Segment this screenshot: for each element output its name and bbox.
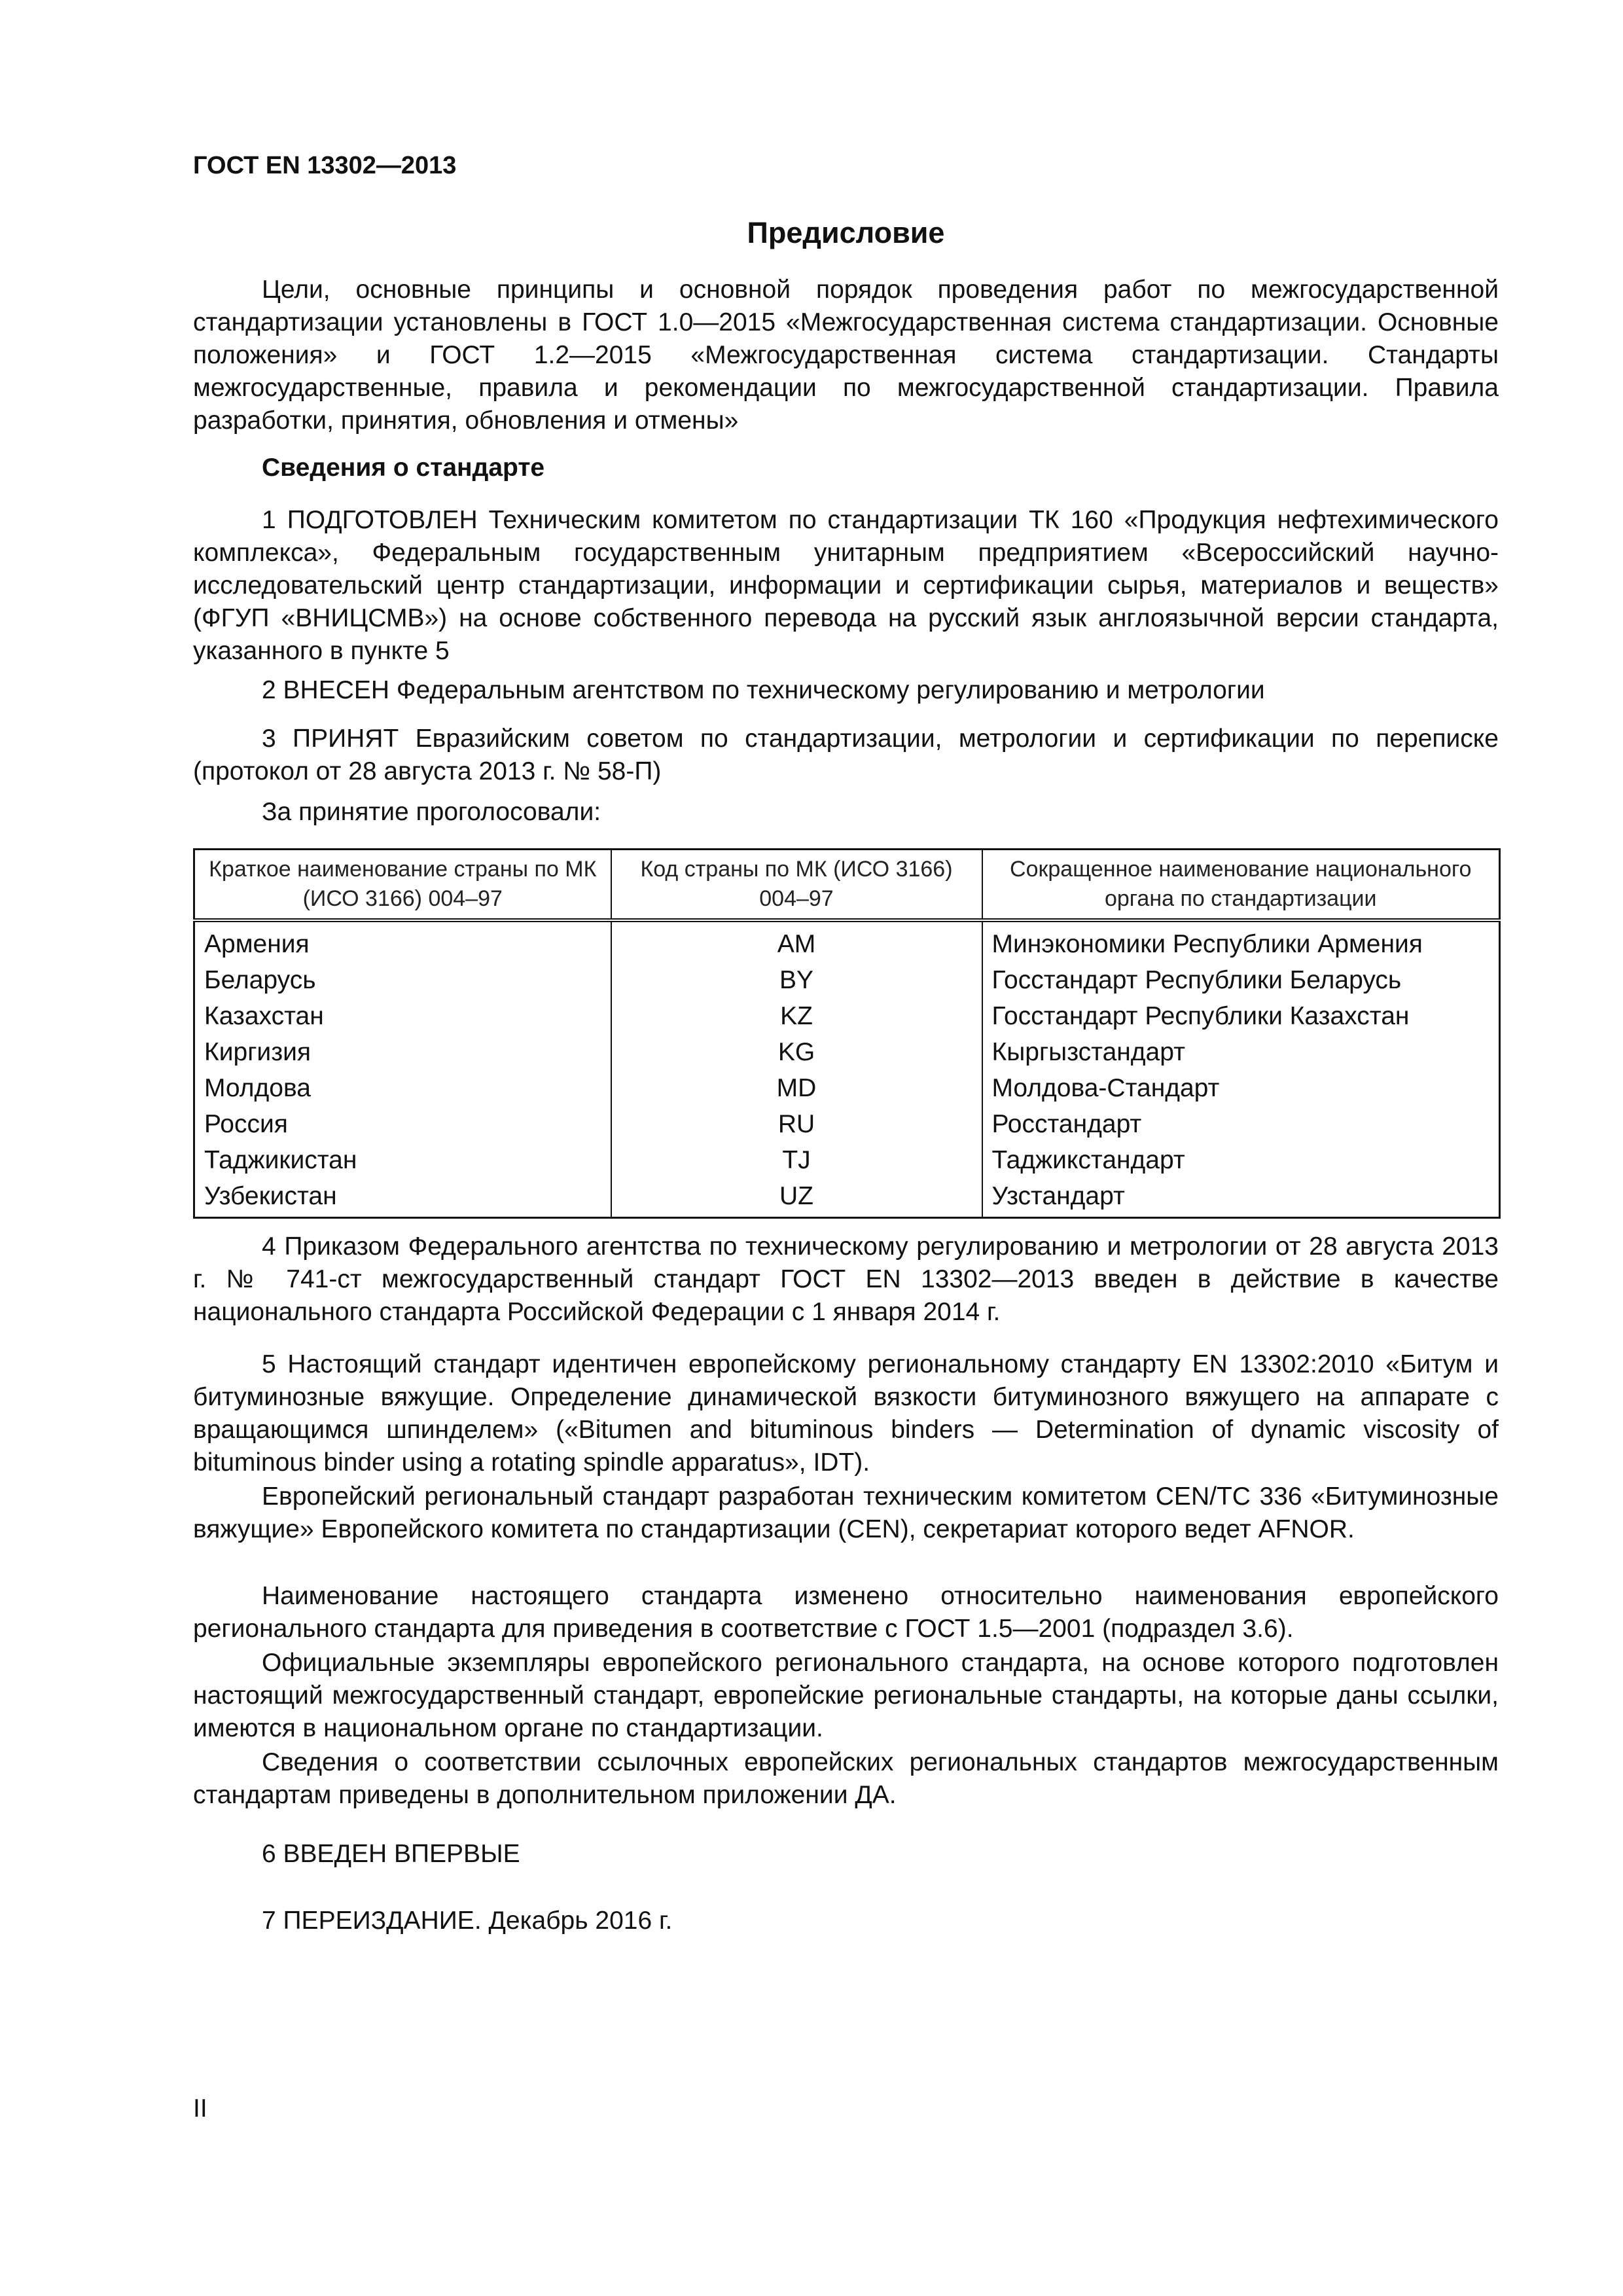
- country-code: BY: [611, 962, 982, 998]
- header-country-name: Краткое наименование страны по МК (ИСО 3166) 004–97: [194, 850, 611, 921]
- country-name: Молдова: [194, 1070, 611, 1106]
- standards-body: Минэкономики Республики Армения: [982, 920, 1500, 962]
- voted-caption: За принятие проголосовали:: [262, 798, 601, 826]
- item-2-paragraph: 2 ВНЕСЕН Федеральным агентством по техническому регулированию и метрологии: [262, 676, 1265, 704]
- table-row: [194, 920, 1500, 962]
- country-name: Таджикистан: [194, 1142, 611, 1178]
- intro-paragraph: Цели, основные принципы и основной порядок проведения работ по межгосударственной стандартизации установлены в ГОСТ 1.0—2015 «Межгосударственная система стандартизации. Основные положения» и ГОСТ 1.2—2015 «Межгосударственная система стандартизации. Стандарты межгосударственные, правила и рекомендации по межгосударственной стандартизации. Правила разработки, принятия, обновления и отмены»: [193, 276, 1499, 435]
- info-heading: Сведения о стандарте: [262, 454, 545, 482]
- item-4-paragraph: 4 Приказом Федерального агентства по техническому регулированию и метрологии от 28 августа 2013 г. № 741-ст межгосударственный стандарт ГОСТ EN 13302—2013 введен в действие в качестве национального стандарта Российской Федерации с 1 января 2014 г.: [193, 1232, 1499, 1326]
- item-6-paragraph: 6 ВВЕДЕН ВПЕРВЫЕ: [262, 1840, 520, 1868]
- item-5-copies-paragraph: Официальные экземпляры европейского регионального стандарта, на основе которого подготовлен настоящий межгосударственный стандарт, европейские региональные стандарты, на которые даны ссылки, имеются в национальном органе по стандартизации.: [193, 1649, 1499, 1742]
- standards-body: Госстандарт Республики Казахстан: [982, 998, 1500, 1034]
- countries-table: [193, 848, 1501, 1219]
- country-code: TJ: [611, 1142, 982, 1178]
- standards-body: Росстандарт: [982, 1106, 1500, 1142]
- country-name: Беларусь: [194, 962, 611, 998]
- table-row: [194, 1178, 1500, 1218]
- country-code: RU: [611, 1106, 982, 1142]
- country-name: Россия: [194, 1106, 611, 1142]
- table-row: [194, 1142, 1500, 1178]
- table-row: [194, 962, 1500, 998]
- standards-body: Молдова-Стандарт: [982, 1070, 1500, 1106]
- table-header-row: [194, 850, 1500, 921]
- table-row: [194, 998, 1500, 1034]
- standards-body: Таджикстандарт: [982, 1142, 1500, 1178]
- standards-body: Узстандарт: [982, 1178, 1500, 1218]
- table-row: [194, 1034, 1500, 1070]
- standards-body: Кыргызстандарт: [982, 1034, 1500, 1070]
- header-standards-body: Сокращенное наименование национального органа по стандартизации: [982, 850, 1500, 921]
- country-code: KG: [611, 1034, 982, 1070]
- country-name: Узбекистан: [194, 1178, 611, 1218]
- item-3-paragraph: 3 ПРИНЯТ Евразийским советом по стандартизации, метрологии и сертификации по переписке (протокол от 28 августа 2013 г. № 58-П): [193, 725, 1499, 785]
- item-5-annex-paragraph: Сведения о соответствии ссылочных европейских региональных стандартов межгосударственным стандартам приведены в дополнительном приложении ДА.: [193, 1748, 1499, 1809]
- page-title: Предисловие: [747, 216, 945, 249]
- document-page: [193, 0, 1499, 2296]
- item-5-paragraph: 5 Настоящий стандарт идентичен европейскому региональному стандарту EN 13302:2010 «Битум и битуминозные вяжущие. Определение динамической вязкости битуминозного вяжущего на аппарате с вращающимся шпинделем» («Bitumen and bituminous binders — Determination of dynamic viscosity of bituminous binder using a rotating spindle apparatus», IDT).: [193, 1350, 1499, 1477]
- table-row: [194, 1070, 1500, 1106]
- country-code: KZ: [611, 998, 982, 1034]
- country-name: Казахстан: [194, 998, 611, 1034]
- country-name: Киргизия: [194, 1034, 611, 1070]
- item-5-cen-paragraph: Европейский региональный стандарт разработан техническим комитетом CEN/TC 336 «Битуминозные вяжущие» Европейского комитета по стандартизации (CEN), секретариат которого ведет AFNOR.: [193, 1482, 1499, 1543]
- country-code: AM: [611, 920, 982, 962]
- table-row: [194, 1106, 1500, 1142]
- header-country-code: Код страны по МК (ИСО 3166) 004–97: [611, 850, 982, 921]
- page-number: II: [193, 2094, 207, 2123]
- standards-body: Госстандарт Республики Беларусь: [982, 962, 1500, 998]
- item-5-name-paragraph: Наименование настоящего стандарта изменено относительно наименования европейского регионального стандарта для приведения в соответствие с ГОСТ 1.5—2001 (подраздел 3.6).: [193, 1582, 1499, 1643]
- country-name: Армения: [194, 920, 611, 962]
- country-code: MD: [611, 1070, 982, 1106]
- country-code: UZ: [611, 1178, 982, 1218]
- item-7-paragraph: 7 ПЕРЕИЗДАНИЕ. Декабрь 2016 г.: [262, 1907, 673, 1935]
- item-1-paragraph: 1 ПОДГОТОВЛЕН Техническим комитетом по стандартизации ТК 160 «Продукция нефтехимического комплекса», Федеральным государственным унитарным предприятием «Всероссийский научно-исследовательский центр стандартизации, информации и сертификации сырья, материалов и веществ» (ФГУП «ВНИЦСМВ») на основе собственного перевода на русский язык англоязычной версии стандарта, указанного в пункте 5: [193, 506, 1499, 665]
- document-code: ГОСТ EN 13302—2013: [193, 152, 457, 179]
